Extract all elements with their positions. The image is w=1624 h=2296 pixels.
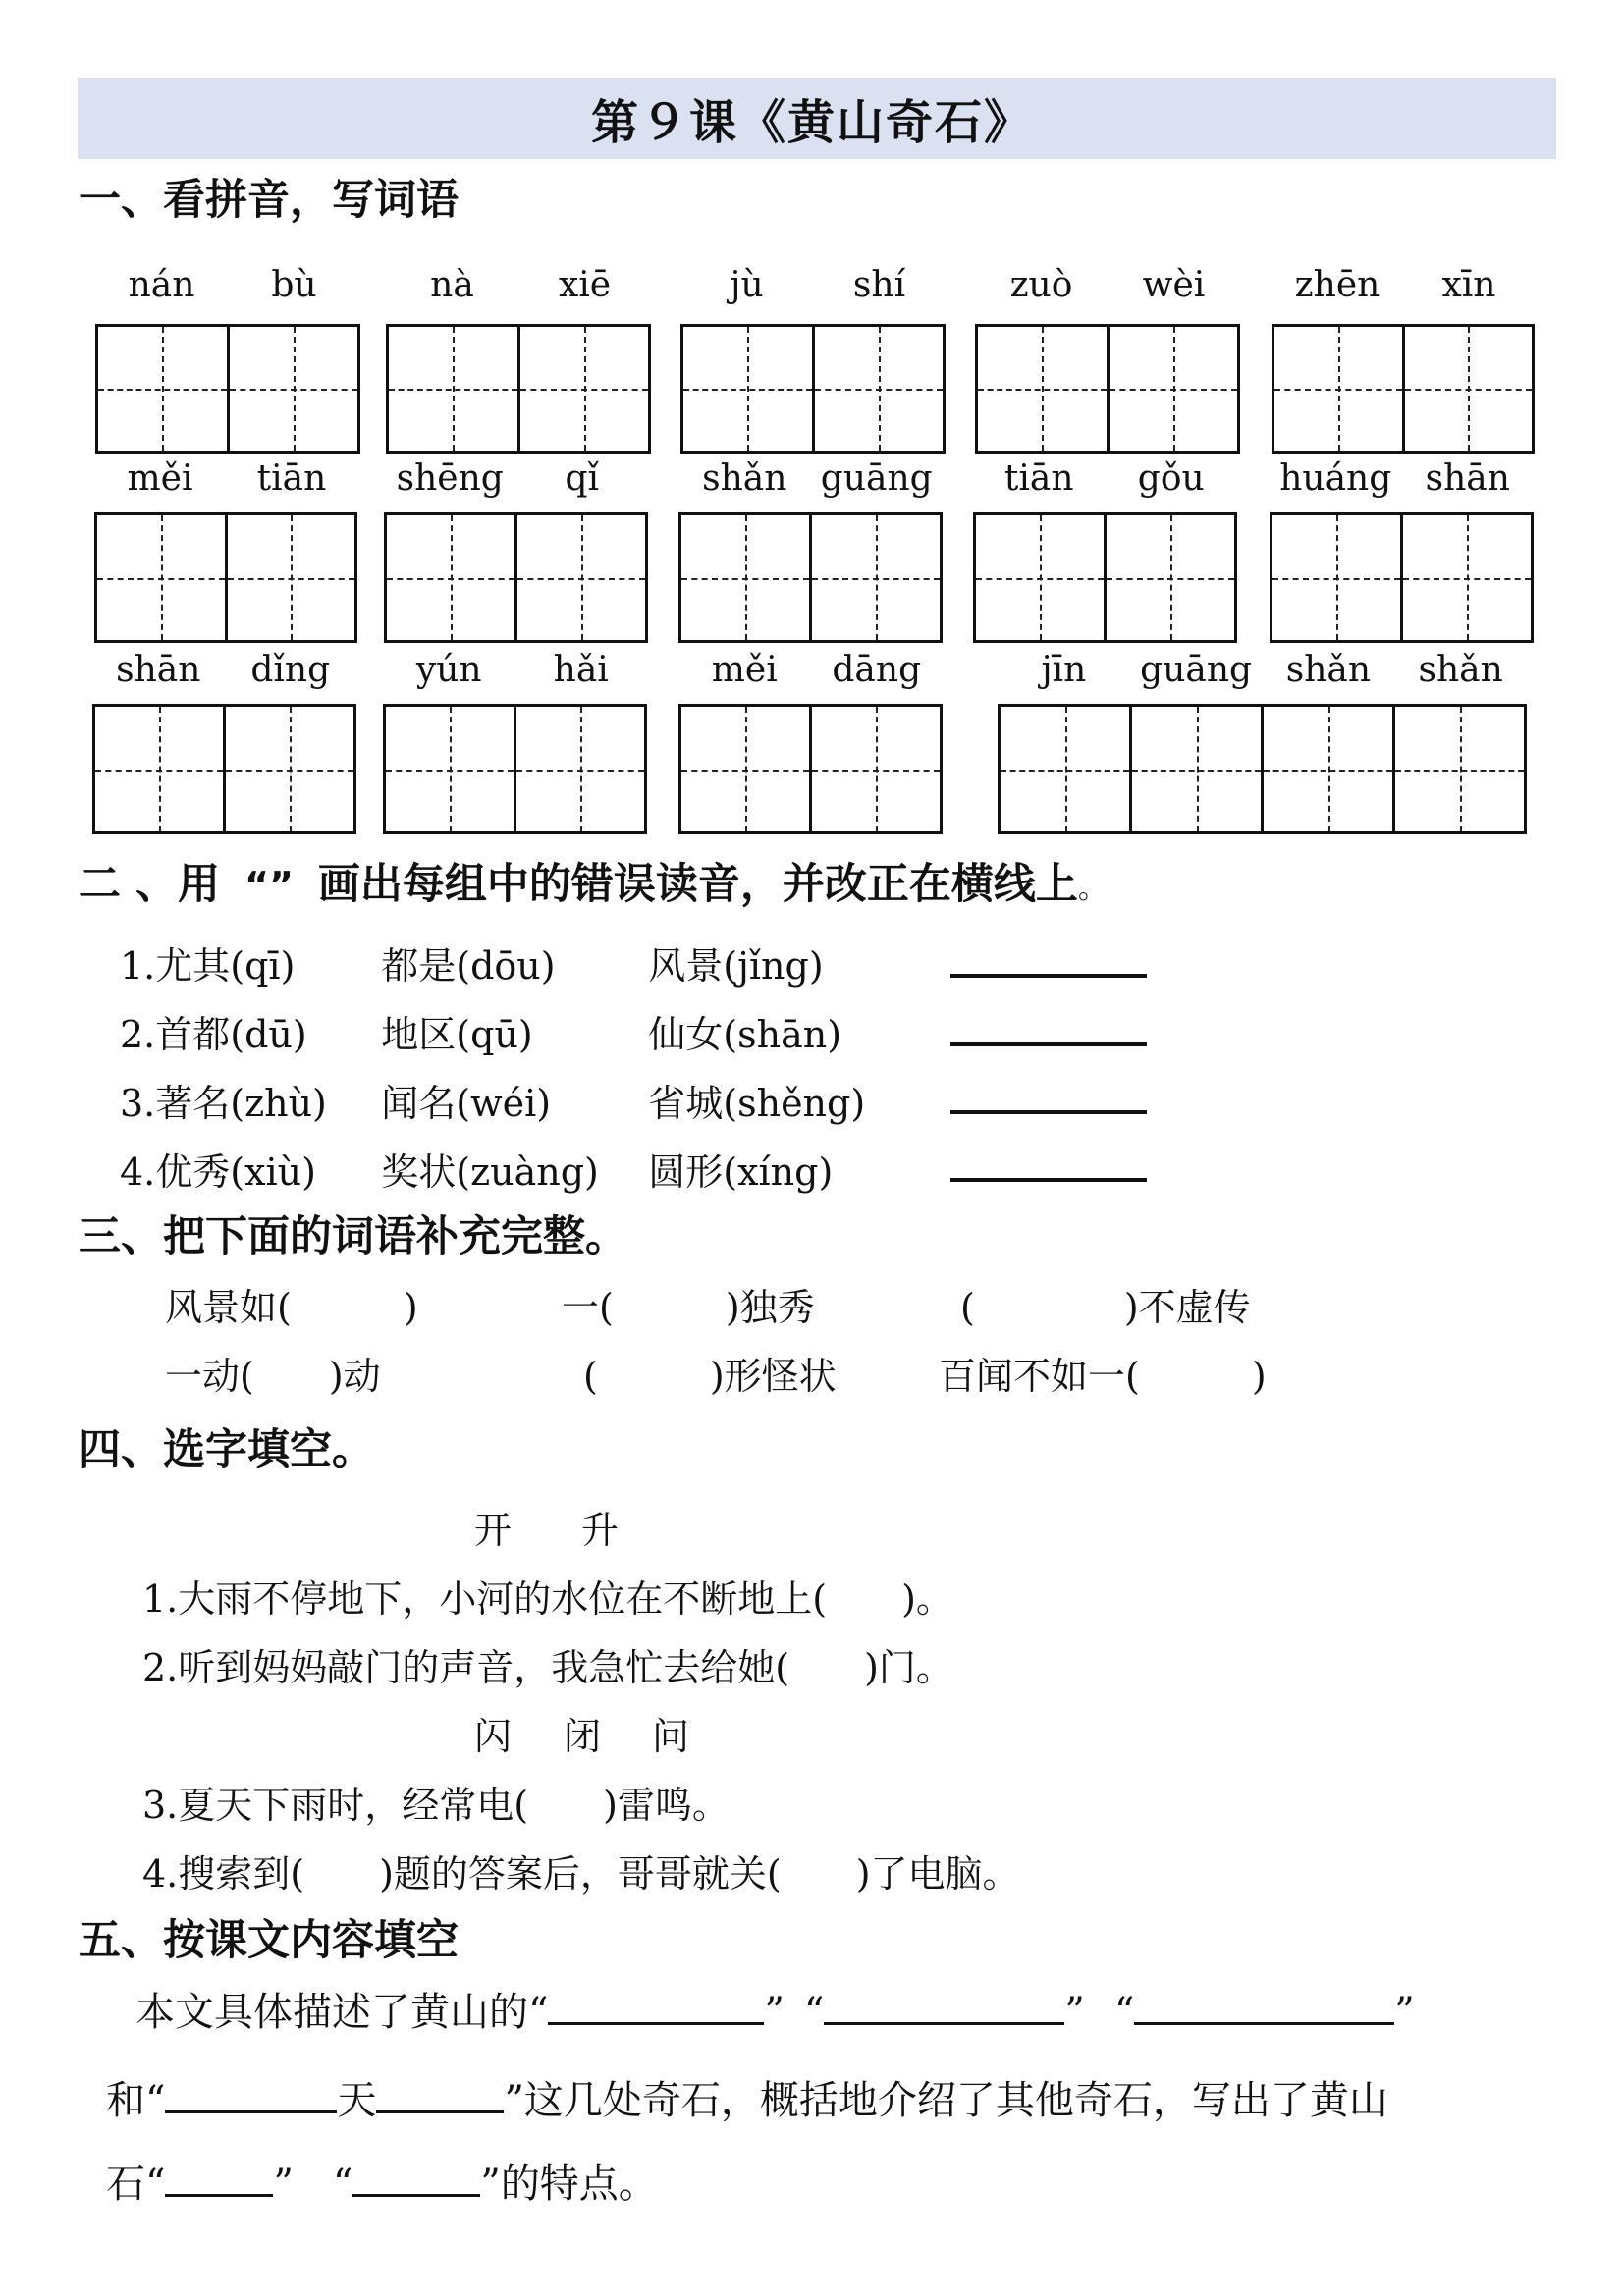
- tianzige-writing-box[interactable]: [678, 704, 943, 834]
- tianzige-writing-box[interactable]: [92, 704, 356, 834]
- character-cell[interactable]: [95, 707, 223, 831]
- paragraph-line-1: [135, 1981, 1415, 2037]
- idiom-item[interactable]: 一( )独秀: [562, 1286, 815, 1329]
- close-quote: ”: [764, 1990, 785, 2035]
- char-option: 升: [581, 1509, 620, 1552]
- character-cell[interactable]: [978, 327, 1107, 451]
- character-cell[interactable]: [683, 327, 812, 451]
- word-option-a[interactable]: 首都(dū): [155, 1013, 307, 1056]
- paragraph-text: 本文具体描述了黄山的: [135, 1990, 528, 2035]
- fill-blank[interactable]: [1134, 1983, 1394, 2025]
- close-quote: ”: [273, 2162, 294, 2207]
- character-cell[interactable]: [809, 515, 940, 640]
- character-cell[interactable]: [1392, 707, 1524, 831]
- pinyin-label: gǒu: [1137, 458, 1205, 499]
- open-quote: “: [528, 1990, 549, 2035]
- correction-answer-line[interactable]: [950, 974, 1147, 978]
- character-cell[interactable]: [809, 707, 940, 831]
- fill-blank[interactable]: [165, 2071, 337, 2113]
- pinyin-label: nán: [128, 265, 195, 305]
- tianzige-writing-box[interactable]: [386, 324, 651, 454]
- tianzige-writing-box[interactable]: [975, 324, 1240, 454]
- pronunciation-item: [120, 1142, 833, 1196]
- pinyin-label: huáng: [1279, 458, 1392, 499]
- character-cell[interactable]: [976, 515, 1104, 640]
- character-cell[interactable]: [681, 707, 809, 831]
- character-cell[interactable]: [812, 327, 944, 451]
- character-cell[interactable]: [517, 327, 649, 451]
- fill-blank[interactable]: [376, 2071, 504, 2113]
- pronunciation-item: [120, 1073, 865, 1127]
- character-cell[interactable]: [1274, 327, 1402, 451]
- pinyin-label: měi: [127, 458, 193, 499]
- character-cell[interactable]: [1400, 515, 1531, 640]
- tianzige-writing-box[interactable]: [384, 512, 648, 643]
- paragraph-text: 的特点。: [500, 2162, 658, 2207]
- paragraph-text: 石: [106, 2162, 145, 2207]
- fill-blank[interactable]: [352, 2155, 480, 2197]
- pinyin-label: shǎn: [702, 458, 787, 499]
- character-cell[interactable]: [1001, 707, 1129, 831]
- close-quote: ”: [1394, 1990, 1415, 2035]
- section-2-heading: [79, 851, 1108, 911]
- open-quote: “: [145, 2078, 166, 2123]
- word-option-c[interactable]: 风景(jǐng): [648, 944, 824, 988]
- pinyin-label: shí: [852, 265, 906, 305]
- section-2-heading-prefix: 二 、用: [79, 860, 220, 909]
- paragraph-text: 和: [106, 2078, 145, 2123]
- character-cell[interactable]: [387, 515, 514, 640]
- tianzige-writing-box[interactable]: [998, 704, 1527, 834]
- character-cell[interactable]: [1272, 515, 1400, 640]
- tianzige-writing-box[interactable]: [680, 324, 946, 454]
- tianzige-writing-box[interactable]: [1272, 324, 1535, 454]
- pinyin-label: shǎn: [1418, 650, 1503, 690]
- character-cell[interactable]: [1129, 707, 1261, 831]
- pinyin-label: nà: [430, 265, 474, 305]
- idiom-item[interactable]: 风景如( ): [165, 1286, 418, 1329]
- idiom-item[interactable]: 百闻不如一( ): [939, 1355, 1267, 1398]
- pinyin-label: zhēn: [1294, 265, 1380, 305]
- paragraph-line-3: [106, 2153, 658, 2209]
- word-option-a[interactable]: 优秀(xiù): [155, 1150, 316, 1194]
- word-option-a[interactable]: 尤其(qī): [155, 944, 296, 988]
- section-1-heading: 一、看拼音，写词语: [79, 176, 459, 225]
- character-cell[interactable]: [514, 515, 645, 640]
- section-3-heading: 三、把下面的词语补充完整。: [79, 1212, 627, 1261]
- paragraph-text: 这几处奇石，概括地介绍了其他奇石，写出了黄山: [523, 2078, 1388, 2123]
- pinyin-label: tiān: [256, 458, 327, 499]
- tianzige-writing-box[interactable]: [678, 512, 943, 643]
- pinyin-label: shān: [1425, 458, 1510, 499]
- paragraph-text: 天: [337, 2078, 377, 2123]
- pinyin-label: guāng: [1140, 650, 1253, 690]
- idiom-item[interactable]: ( )不虚传: [960, 1286, 1251, 1329]
- word-option-b[interactable]: 都是(dōu): [381, 944, 556, 988]
- pinyin-label: měi: [711, 650, 778, 690]
- page-title: 第９课《黄山奇石》: [590, 95, 1033, 150]
- char-option: 开: [474, 1509, 513, 1552]
- item-number: 1.: [120, 944, 156, 988]
- word-option-b[interactable]: 奖状(zuàng): [381, 1150, 599, 1194]
- fill-blank[interactable]: [165, 2155, 273, 2197]
- pinyin-label: qǐ: [565, 458, 600, 499]
- character-cell[interactable]: [225, 515, 355, 640]
- item-number: 3.: [120, 1082, 156, 1125]
- close-quote: ”: [1064, 1990, 1085, 2035]
- correction-answer-line[interactable]: [950, 1178, 1147, 1182]
- character-cell[interactable]: [1104, 515, 1234, 640]
- pinyin-label: dāng: [832, 650, 922, 690]
- correction-answer-line[interactable]: [950, 1042, 1147, 1046]
- pinyin-label: tiān: [1003, 458, 1074, 499]
- section-2-heading-quote: “”: [244, 864, 294, 907]
- pinyin-label: jīn: [1041, 650, 1087, 690]
- pinyin-label: jù: [730, 265, 764, 305]
- item-number: 2.: [120, 1013, 156, 1056]
- char-option: 闪: [474, 1715, 513, 1758]
- close-quote: ”: [504, 2078, 524, 2123]
- tianzige-writing-box[interactable]: [94, 512, 357, 643]
- pinyin-label: guāng: [820, 458, 933, 499]
- pinyin-label: wèi: [1142, 265, 1206, 305]
- pinyin-label: dǐng: [250, 650, 331, 690]
- word-option-c[interactable]: 省城(shěng): [648, 1082, 866, 1125]
- pinyin-label: shēng: [396, 458, 504, 499]
- character-cell[interactable]: [681, 515, 809, 640]
- section-2-heading-main: 画出每组中的错误读音，并改正在横线上: [317, 860, 1078, 909]
- fill-blank[interactable]: [824, 1983, 1064, 2025]
- character-cell[interactable]: [223, 707, 353, 831]
- section-4-heading: 四、选字填空。: [79, 1425, 374, 1474]
- fill-blank[interactable]: [548, 1983, 764, 2025]
- char-option: 闭: [564, 1715, 602, 1758]
- pinyin-label: zuò: [1009, 265, 1073, 305]
- tianzige-writing-box[interactable]: [973, 512, 1237, 643]
- character-cell[interactable]: [97, 515, 225, 640]
- tianzige-writing-box[interactable]: [383, 704, 647, 834]
- character-cell[interactable]: [227, 327, 358, 451]
- idiom-item[interactable]: ( )形怪状: [583, 1355, 837, 1398]
- word-option-c[interactable]: 仙女(shān): [648, 1013, 842, 1056]
- pronunciation-item: [120, 935, 824, 989]
- character-cell[interactable]: [98, 327, 227, 451]
- paragraph-line-2: [106, 2069, 1388, 2125]
- open-quote: “: [1113, 1990, 1135, 2035]
- character-cell[interactable]: [1402, 327, 1533, 451]
- pinyin-label: hǎi: [553, 650, 609, 690]
- pinyin-label: shǎn: [1285, 650, 1372, 690]
- pinyin-label: shān: [116, 650, 201, 690]
- word-option-c[interactable]: 圆形(xíng): [648, 1150, 834, 1194]
- open-quote: “: [332, 2162, 353, 2207]
- character-cell[interactable]: [1107, 327, 1238, 451]
- word-option-a[interactable]: 著名(zhù): [155, 1082, 327, 1125]
- tianzige-writing-box[interactable]: [1270, 512, 1534, 643]
- character-cell[interactable]: [1261, 707, 1392, 831]
- pinyin-label: yún: [415, 650, 482, 690]
- fill-sentence[interactable]: 3.夏天下雨时，经常电( )雷鸣。: [142, 1784, 730, 1827]
- fill-sentence[interactable]: 4.搜索到( )题的答案后，哥哥就关( )了电脑。: [142, 1852, 1020, 1896]
- pinyin-label: bù: [271, 265, 317, 305]
- word-option-b[interactable]: 地区(qū): [381, 1013, 533, 1056]
- pronunciation-item: [120, 1004, 841, 1058]
- pinyin-label: xīn: [1441, 265, 1496, 305]
- close-quote: ”: [480, 2162, 501, 2207]
- char-option: 问: [652, 1715, 690, 1758]
- fill-sentence[interactable]: 1.大雨不停地下，小河的水位在不断地上( )。: [142, 1577, 953, 1621]
- idiom-item[interactable]: 一动( )动: [165, 1355, 381, 1398]
- open-quote: “: [803, 1990, 825, 2035]
- section-2-heading-end: 。: [1077, 872, 1108, 906]
- correction-answer-line[interactable]: [950, 1110, 1147, 1114]
- word-option-b[interactable]: 闻名(wéi): [381, 1082, 552, 1125]
- open-quote: “: [145, 2162, 166, 2207]
- section-5-heading: 五、按课文内容填空: [79, 1916, 459, 1965]
- character-cell[interactable]: [386, 707, 514, 831]
- character-cell[interactable]: [389, 327, 517, 451]
- fill-sentence[interactable]: 2.听到妈妈敲门的声音，我急忙去给她( )门。: [142, 1646, 953, 1689]
- tianzige-writing-box[interactable]: [95, 324, 360, 454]
- character-cell[interactable]: [514, 707, 644, 831]
- item-number: 4.: [120, 1150, 156, 1194]
- pinyin-label: xiē: [558, 265, 612, 305]
